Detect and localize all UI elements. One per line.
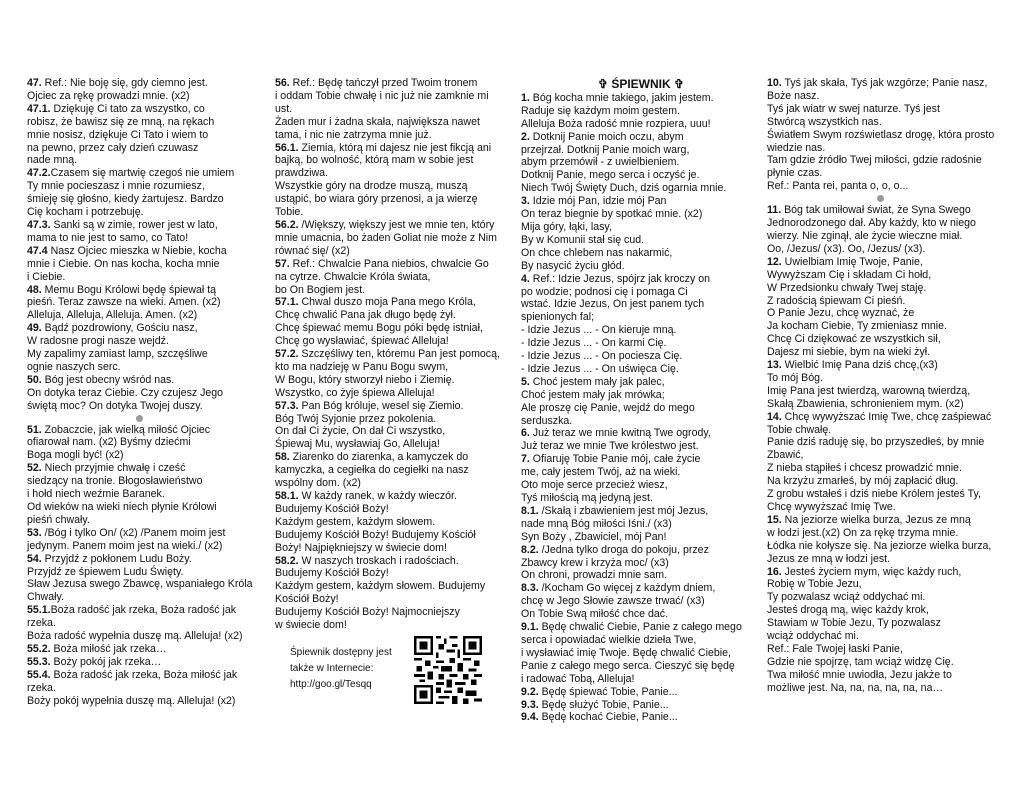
text-line: Już teraz we mnie Twe królestwo jest. — [521, 440, 699, 453]
text-line: świętą moc? On dotyka Twojej duszy. — [27, 399, 203, 412]
text-line: - Idzie Jezus ... - On kieruje mną. — [521, 324, 677, 337]
text-line: Tyś jak wiatr w swej naturze. Tyś jest — [767, 102, 940, 115]
text-line: i wysławiać imię Twoje. Będę chwalić Ciebie, — [521, 646, 731, 659]
text-line: Chwały. — [27, 591, 64, 604]
text-line: 47.2.Czasem się martwię czegoś nie umiem — [27, 167, 235, 180]
text-line: Jednorodzonego dał. Aby każdy, kto w niego — [767, 217, 976, 230]
qr-code-icon — [414, 636, 482, 704]
text-line: i oddam Tobie chwałę i nic już nie zamknie mi — [275, 89, 489, 102]
text-line: prawdziwa. — [275, 167, 328, 180]
text-line: 9.4. Będę kochać Ciebie, Panie... — [521, 711, 678, 724]
text-line: w łodzi jest.(x2) On za rękę trzyma mnie. — [767, 526, 959, 539]
text-line: 56.2. /Większy, większy jest we mnie ten, który — [275, 218, 495, 231]
text-line: 13. Wielbić Imię Pana dziś chcę,(x3) — [767, 359, 938, 372]
text-line: Stawiam w Tobie Jezu, Ty pozwalasz — [767, 617, 941, 630]
text-line: na pewno, przez cały dzień czuwasz — [27, 141, 199, 154]
text-line: Raduje się każdym moim gestem. — [521, 104, 680, 117]
text-line: W radosne progi nasze wejdź. — [27, 335, 169, 348]
text-line: Budujemy Kościół Boży! — [275, 502, 389, 515]
column-2 — [275, 77, 500, 632]
text-line: Budujemy Kościół Boży! Budujemy Kościół — [275, 528, 476, 541]
text-line: 14. Chcę wywyższać Imię Twe, chcę zaśpiewać — [767, 410, 992, 423]
text-line: 15. Na jeziorze wielka burza, Jezus ze mną — [767, 513, 971, 526]
text-line: wspólny dom. (x2) — [275, 477, 361, 490]
text-line: Zbawcy krew i krzyża moc/ (x3) — [521, 556, 669, 569]
text-line: Każdym gestem, każdym słowem. — [275, 515, 436, 528]
text-line: 56.1. Ziemia, którą mi dajesz nie jest fikcją ani — [275, 141, 492, 154]
text-line: mnie nosisz, dziękuje Ci Tato i wiem to — [27, 128, 209, 141]
text-line: 16. Jesteś życiem mym, więc każdy ruch, — [767, 565, 962, 578]
text-line: Zbawić, — [767, 449, 804, 462]
text-line: 54. Przyjdź z pokłonem Ludu Boży. — [27, 552, 192, 565]
text-line: Łódka nie kołysze się. Na jeziorze wielka burza, — [767, 539, 992, 552]
text-line: kamyczka, a cegiełka do cegiełki na nasz — [275, 464, 469, 477]
text-line: Alleluja Boża radość mnie rozpiera, uuu! — [521, 117, 711, 130]
text-line: Oto moje serce przecież wiesz, — [521, 479, 668, 492]
text-line: 5. Choć jestem mały jak palec, — [521, 375, 665, 388]
text-line: jedynym. Panem moim jest na wieki./ (x2) — [27, 539, 223, 552]
text-line: - Idzie Jezus ... - On uświęca Cię. — [521, 362, 679, 375]
text-line: Chcę go wysławiać, śpiewać Alleluja! — [275, 335, 449, 348]
note-line: także w Internecie: — [290, 663, 374, 674]
text-line: W Przedsionku chwały Twej staję. — [767, 281, 927, 294]
text-line: siedzący na tronie. Błogosławieństwo — [27, 475, 203, 488]
text-line: Cię kocham i potrzebuję. — [27, 206, 144, 219]
text-line: Tam gdzie źródło Twej miłości, gdzie radośnie — [767, 154, 982, 167]
text-line: Z radością śpiewam Ci pieśń. — [767, 294, 906, 307]
text-line: i radować Tobą, Alleluja! — [521, 672, 635, 685]
separator-dot-icon — [877, 195, 884, 202]
text-line: 12. Uwielbiam Imię Twoje, Panie, — [767, 255, 923, 268]
text-line: 10. Tyś jak skała, Tyś jak wzgórze; Panie nasz, — [767, 77, 988, 89]
text-line: 3. Idzie mój Pan, idzie mój Pan — [521, 195, 667, 208]
text-line: Dotknij Panie, mego serca i oczyść je. — [521, 169, 700, 182]
text-line: ognie naszych serc. — [27, 360, 121, 373]
text-line: 55.2. Boża miłość jak rzeka… — [27, 642, 167, 655]
separator-dot-icon — [136, 415, 143, 422]
text-line: Chcę Ci dziękować ze wszystkich sił, — [767, 333, 941, 346]
note-line: Śpiewnik dostępny jest — [290, 647, 392, 658]
text-line: Oo, /Jezus/ (x3). Oo, /Jezus/ (x3). — [767, 242, 926, 255]
text-line: Boża radość wypełnia duszę mą. Alleluja! (x2) — [27, 630, 243, 643]
column-1 — [27, 77, 253, 708]
text-line: bajką, bo wolność, którą mam w sobie jest — [275, 154, 474, 167]
text-line: 6. Już teraz we mnie kwitną Twe ogrody, — [521, 427, 711, 440]
text-line: - Idzie Jezus ... - On karmi Cię. — [521, 337, 667, 350]
column-4 — [767, 77, 994, 695]
text-line: Ref.: Panta rei, panta o, o, o... — [767, 180, 909, 193]
page-title: ✞ ŚPIEWNIK ✞ — [597, 77, 685, 91]
text-line: Przyjdź ze śpiewem Ludu Święty. — [27, 565, 184, 578]
text-line: 9.2. Będę śpiewać Tobie, Panie... — [521, 685, 678, 698]
text-line: W Bogu, który stworzył niebo i Ziemię. — [275, 373, 455, 386]
text-line: Z nieba stąpiłeś i chcesz prowadzić mnie. — [767, 462, 962, 475]
text-line: Gdzie nie spojrzę, tam wciąż widzę Cię. — [767, 655, 954, 668]
column-3 — [521, 77, 761, 724]
text-line: Dajesz mi siebie, bym na wieki żył. — [767, 346, 931, 359]
text-line: i Ciebie. — [27, 270, 66, 283]
text-line: On chce chlebem nas nakarmić, — [521, 246, 673, 259]
note-url: http://goo.gl/Tesqq — [290, 679, 372, 690]
text-line: chcę w Jego Słowie zawsze trwać/ (x3) — [521, 595, 705, 608]
text-line: 8.1. /Skałą i zbawieniem jest mój Jezus, — [521, 504, 709, 517]
text-line: Boże nasz. — [767, 89, 820, 102]
text-line: 58. Ziarenko do ziarenka, a kamyczek do — [275, 451, 469, 464]
text-line: Wszystko, co żyje śpiewa Alleluja! — [275, 386, 435, 399]
text-line: 56. Ref.: Będę tańczył przed Twoim tronem — [275, 77, 478, 89]
text-line: Jesteś drogą mą, więc każdy krok, — [767, 604, 929, 617]
text-line: 47.1. Dziękuję Ci tato za wszystko, co — [27, 102, 205, 115]
text-line: 57.1. Chwal duszo moja Pana mego Króla, — [275, 296, 476, 309]
text-line: 8.3. /Kocham Go więcej z każdym dniem, — [521, 582, 716, 595]
text-line: 55.3. Boży pokój jak rzeka… — [27, 655, 162, 668]
text-line: możliwe jest. Na, na, na, na, na, na… — [767, 681, 944, 694]
text-line: Ty mnie pocieszasz i mnie rozumiesz, — [27, 180, 205, 193]
text-line: Śpiewaj Mu, wysławiaj Go, Alleluja! — [275, 438, 440, 451]
text-line: pieśń. Teraz zawsze na wieki. Amen. (x2) — [27, 296, 221, 309]
text-line: Od wieków na wieki niech płynie Królowi — [27, 501, 217, 513]
online-note — [290, 645, 392, 693]
text-line: 9.1. Będę chwalić Ciebie, Panie z całego mego — [521, 621, 742, 634]
text-line: Alleluja, Alleluja, Alleluja. Amen. (x2) — [27, 309, 198, 322]
text-line: Tyś miłością mą jedyną jest. — [521, 492, 653, 504]
text-line: Boży pokój wypełnia duszę mą. Alleluja! (x2) — [27, 694, 236, 707]
text-line: wstać. Idzie Jezus, On jest panem tych — [521, 298, 705, 311]
text-line: pieśń chwały. — [27, 513, 90, 526]
text-line: Ale proszę cię Panie, wejdź do mego — [521, 401, 695, 414]
text-line: Tobie chwałę. — [767, 423, 832, 436]
text-line: Mija góry, łąki, lasy, — [521, 220, 612, 233]
text-line: 49. Bądź pozdrowiony, Gościu nasz, — [27, 322, 198, 335]
text-line: mnie i Ciebie. On nas kocha, kocha mnie — [27, 257, 220, 270]
text-line: 58.1. W każdy ranek, w każdy wieczór. — [275, 490, 457, 502]
text-line: 47.3. Sanki są w zimie, rower jest w lato, — [27, 218, 218, 231]
text-line: Stwórcą wszystkich nas. — [767, 115, 882, 128]
text-line: 55.4. Boża radość jak rzeka, Boża miłość jak — [27, 668, 238, 681]
text-line: 58.2. W naszych troskach i radościach. — [275, 554, 459, 567]
text-line: Twa miłość mnie uwiodła, Jezu jakże to — [767, 668, 952, 681]
text-line: me, cały jestem Twój, aż na wieki. — [521, 466, 681, 479]
text-line: w świecie dom! — [275, 619, 347, 632]
text-line: Budujemy Kościół Boży! Najmocniejszy — [275, 606, 460, 619]
text-line: Ref.: Fale Twojej łaski Panie, — [767, 642, 903, 655]
text-line: i hołd niech weźmie Baranek. — [27, 488, 165, 501]
text-line: spienionych fal; — [521, 311, 595, 324]
text-line: By w Komunii stał się cud. — [521, 233, 645, 246]
text-line: na cytrze. Chwalcie Króla świata, — [275, 270, 431, 283]
text-line: Na krzyżu zmarłeś, by mój zapłacić dług. — [767, 475, 959, 488]
text-line: tama, i nic nie zatrzyma mnie już. — [275, 128, 432, 141]
text-line: mama to nie jest to samo, co Tato! — [27, 231, 189, 244]
text-line: 48. Memu Bogu Królowi będę śpiewał tą — [27, 283, 217, 296]
text-line: bo On Bogiem jest. — [275, 283, 366, 296]
text-line: 7. Ofiaruję Tobie Panie mój, całe życie — [521, 453, 701, 466]
text-line: wciąż oddychać mi. — [767, 630, 859, 643]
text-line: rzeka. — [27, 617, 56, 630]
text-line: Boży! Najpiękniejszy w świecie dom! — [275, 541, 447, 554]
text-line: Tobie. — [275, 206, 304, 219]
text-line: Chcę wywyższać Imię Twe. — [767, 501, 896, 513]
text-line: 11. Bóg tak umiłował świat, że Syna Swego — [767, 204, 971, 217]
text-line: On Tobie Swą miłość chce dać. — [521, 608, 669, 621]
text-line: wierzy. Nie zginął, ale życie wieczne miał. — [767, 229, 963, 242]
text-line: 2. Dotknij Panie moich oczu, abym — [521, 130, 684, 143]
text-line: Panie z całego mego serca. Cieszyć się będę — [521, 659, 735, 672]
text-line: Światłem Swym rozświetlasz drogę, która prosto — [767, 128, 995, 141]
text-line: nade mną Bóg miłości Iśni./ (x3) — [521, 517, 672, 530]
text-line: 51. Zobaczcie, jak wielką miłość Ojciec — [27, 423, 211, 436]
text-line: 57.2. Szczęśliwy ten, któremu Pan jest pomocą, — [275, 348, 500, 361]
text-line: Skałą Zbawienia, schronieniem mym. (x2) — [767, 397, 964, 410]
text-line: mnie umacnia, bo żaden Goliat nie może z Nim — [275, 231, 497, 244]
text-line: Z grobu wstałeś i dziś niebe Królem jesteś Ty, — [767, 488, 981, 501]
text-line: To mój Bóg. — [767, 371, 823, 384]
text-line: Chcę śpiewać memu Bogu póki będę istniał, — [275, 322, 483, 335]
text-line: By nasycić życiu głód. — [521, 259, 625, 272]
text-line: Chcę chwalić Pana jak długo będę żył. — [275, 309, 456, 322]
text-line: robisz, że bawisz się ze mną, na rękach — [27, 115, 215, 128]
text-line: Bóg Twój Syjonie przez pokolenia. — [275, 412, 437, 425]
text-line: wiedzie nas. — [767, 141, 826, 154]
text-line: Kościół Boży! — [275, 593, 339, 606]
text-line: Robię w Tobie Jezu, — [767, 578, 862, 591]
text-line: Panie dziś raduję się, bo przyszedłeś, by mnie — [767, 436, 985, 449]
text-line: On teraz biegnie by spotkać mnie. (x2) — [521, 208, 703, 221]
text-line: płynie czas. — [767, 167, 823, 180]
text-line: serca i opowiadać wielkie dzieła Twe, — [521, 633, 697, 646]
text-line: Ty pozwalasz wciąż oddychać mi. — [767, 591, 926, 604]
text-line: O Panie Jezu, chcę wyznać, że — [767, 307, 915, 320]
text-line: Wywyższam Cię i składam Ci hołd, — [767, 268, 932, 281]
text-line: Jezus ze mną w łodzi jest. — [767, 552, 891, 565]
text-line: Żaden mur i żadna skała, największa nawet — [275, 115, 480, 128]
text-line: 47.4 Nasz Ojciec mieszka w Niebie, kocha — [27, 244, 227, 257]
text-line: Imię Pana jest twierdzą, warowną twierdzą, — [767, 384, 971, 397]
text-line: ofiarował nam. (x2) Byśmy dziećmi — [27, 436, 191, 449]
text-line: Choć jestem mały jak mrówka; — [521, 388, 665, 401]
text-line: 53. /Bóg i tylko On/ (x2) /Panem moim jest — [27, 526, 226, 539]
text-line: 52. Niech przyjmie chwałę i cześć — [27, 462, 186, 475]
text-line: - Idzie Jezus ... - On pociesza Cię. — [521, 350, 683, 363]
text-line: On chroni, prowadzi mnie sam. — [521, 569, 668, 582]
text-line: po wodzie; podnosi cię i pomaga Ci — [521, 285, 688, 298]
text-line: 55.1.Boża radość jak rzeka, Boża radość jak — [27, 604, 237, 617]
text-line: rzeka. — [27, 681, 56, 694]
text-line: kto ma nadzieję w Panu Bogu swym, — [275, 360, 449, 373]
text-line: 50. Bóg jest obecny wśród nas. — [27, 373, 175, 386]
text-line: serduszka. — [521, 414, 573, 427]
text-line: ustąpić, bo wiara góry przenosi, a ja wierzę — [275, 193, 478, 206]
text-line: Sław Jezusa swego Zbawcę, wspaniałego Króla — [27, 578, 253, 591]
text-line: Ja kocham Ciebie, Ty zmieniasz mnie. — [767, 320, 947, 333]
text-line: Budujemy Kościół Boży! — [275, 567, 389, 580]
text-line: On dotyka teraz Ciebie. Czy czujesz Jego — [27, 386, 224, 399]
text-line: ust. — [275, 102, 293, 115]
text-line: On dał Ci życie, On dał Ci wszystko, — [275, 425, 446, 438]
text-line: 8.2. /Jedna tylko droga do pokoju, przez — [521, 543, 709, 556]
text-line: Niech Twój Święty Duch, dziś ogarnia mnie. — [521, 182, 727, 195]
text-line: 1. Bóg kocha mnie takiego, jakim jestem. — [521, 91, 714, 104]
text-line: Każdym gestem, każdym słowem. Budujemy — [275, 580, 486, 593]
text-line: Ojciec za rękę prowadzi mnie. (x2) — [27, 89, 190, 102]
text-line: My zapalimy zamiast lamp, szczęśliwe — [27, 348, 208, 361]
text-line: przejrzał. Dotknij Panie moich warg, — [521, 143, 690, 156]
text-line: Syn Boży , Zbawiciel, mój Pan! — [521, 530, 667, 543]
text-line: nade mną. — [27, 154, 78, 167]
text-line: abym przemówił - z uwielbieniem. — [521, 156, 680, 169]
text-line: 47. Ref.: Nie boję się, gdy ciemno jest. — [27, 77, 208, 89]
text-line: 57.3. Pan Bóg króluje, wesel się Ziemio. — [275, 399, 464, 412]
text-line: równać się/ (x2) — [275, 244, 350, 257]
text-line: Wszystkie góry na drodze muszą, muszą — [275, 180, 468, 193]
text-line: 4. Ref.: Idzie Jezus, spójrz jak kroczy on — [521, 272, 711, 285]
text-line: 57. Ref.: Chwalcie Pana niebios, chwalcie Go — [275, 257, 489, 270]
text-line: 9.3. Będę służyć Tobie, Panie... — [521, 698, 669, 711]
text-line: Boga mogli być! (x2) — [27, 449, 124, 462]
text-line: śmieję się głośno, kiedy żartujesz. Bardzo — [27, 193, 224, 206]
